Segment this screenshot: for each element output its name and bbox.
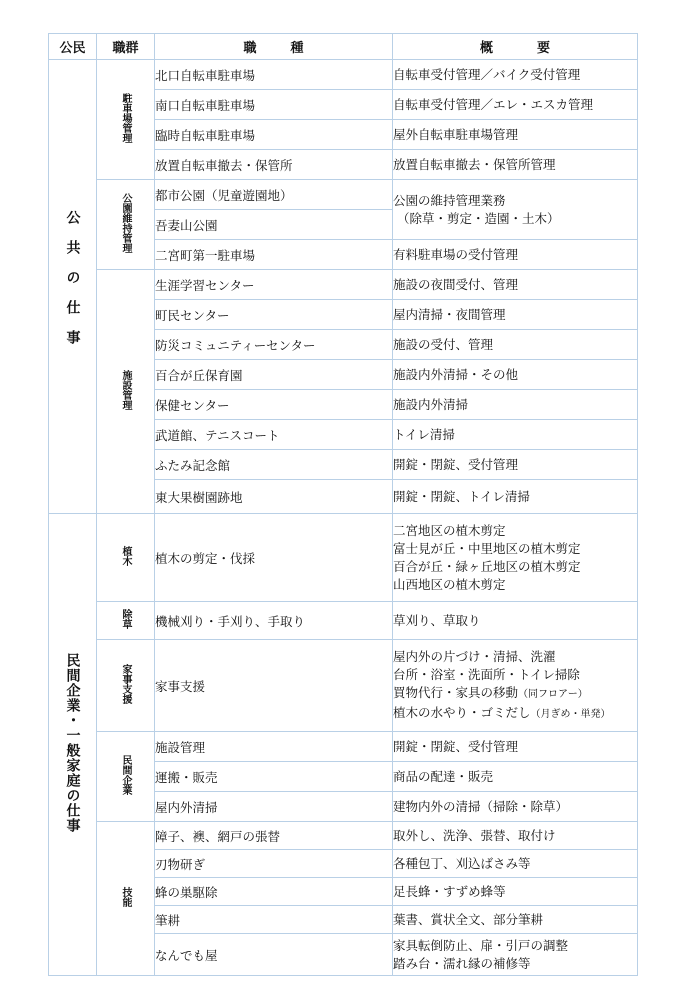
note-same-floor: （同フロアー） (518, 688, 588, 700)
summary-cell: 建物内外の清掃（掃除・除草） (393, 792, 638, 822)
job-cell: 運搬・販売 (155, 762, 393, 792)
job-cell: 蜂の巣駆除 (155, 878, 393, 906)
header-shokushu: 職種 (155, 34, 393, 60)
group-park: 公園維持管理 (97, 180, 155, 270)
summary-cell: 屋内清掃・夜間管理 (393, 300, 638, 330)
section-private: 民間企業・一般家庭の仕事 (49, 514, 97, 976)
summary-cell: 商品の配達・販売 (393, 762, 638, 792)
section-public: 公共の仕事 (49, 60, 97, 514)
summary-cell: 公園の維持管理業務 （除草・剪定・造園・土木） (393, 180, 638, 240)
job-cell: 機械刈り・手刈り、手取り (155, 602, 393, 640)
job-cell: 植木の剪定・伐採 (155, 514, 393, 602)
header-kouminn: 公民 (49, 34, 97, 60)
summary-cell: 各種包丁、刈込ばさみ等 (393, 850, 638, 878)
job-cell: 臨時自転車駐車場 (155, 120, 393, 150)
job-cell: ふたみ記念館 (155, 450, 393, 480)
group-ueki: 植木 (97, 514, 155, 602)
job-cell: 防災コミュニティーセンター (155, 330, 393, 360)
summary-cell: 自転車受付管理／バイク受付管理 (393, 60, 638, 90)
job-cell: 筆耕 (155, 906, 393, 934)
header-shokugun: 職群 (97, 34, 155, 60)
summary-cell: 開錠・閉錠、受付管理 (393, 732, 638, 762)
summary-cell: 施設内外清掃 (393, 390, 638, 420)
summary-cell: トイレ清掃 (393, 420, 638, 450)
summary-cell: 自転車受付管理／エレ・エスカ管理 (393, 90, 638, 120)
summary-cell: 開錠・閉錠、トイレ清掃 (393, 480, 638, 514)
summary-cell: 放置自転車撤去・保管所管理 (393, 150, 638, 180)
summary-cell: 有料駐車場の受付管理 (393, 240, 638, 270)
summary-cell: 二宮地区の植木剪定 富士見が丘・中里地区の植木剪定 百合が丘・緑ヶ丘地区の植木剪定 山西地区の植木剪定 (393, 514, 638, 602)
job-cell: 北口自転車駐車場 (155, 60, 393, 90)
job-cell: 保健センター (155, 390, 393, 420)
job-cell: 吾妻山公園 (155, 210, 393, 240)
summary-cell: 足長蜂・すずめ蜂等 (393, 878, 638, 906)
group-parking: 駐車場管理 (97, 60, 155, 180)
summary-cell: 葉書、賞状全文、部分筆耕 (393, 906, 638, 934)
table-row (49, 270, 638, 300)
job-cell: 百合が丘保育園 (155, 360, 393, 390)
table-row (49, 822, 638, 850)
group-kaji: 家事支援 (97, 640, 155, 732)
group-facility: 施設管理 (97, 270, 155, 514)
note-monthly: （月ぎめ・単発） (530, 708, 611, 720)
job-cell: 町民センター (155, 300, 393, 330)
table-row (49, 732, 638, 762)
summary-cell: 開錠・閉錠、受付管理 (393, 450, 638, 480)
job-cell: 放置自転車撤去・保管所 (155, 150, 393, 180)
table-row (49, 180, 638, 210)
job-cell: 刃物研ぎ (155, 850, 393, 878)
job-cell: 障子、襖、網戸の張替 (155, 822, 393, 850)
summary-cell: 草刈り、草取り (393, 602, 638, 640)
summary-cell: 施設内外清掃・その他 (393, 360, 638, 390)
table-row (49, 602, 638, 640)
summary-cell: 家具転倒防止、扉・引戸の調整 踏み台・濡れ縁の補修等 (393, 934, 638, 976)
table-row (49, 60, 638, 90)
job-cell: 武道館、テニスコート (155, 420, 393, 450)
table-row (49, 514, 638, 602)
job-cell: 東大果樹園跡地 (155, 480, 393, 514)
group-josou: 除草 (97, 602, 155, 640)
header-gaiyou: 概要 (393, 34, 638, 60)
group-minkan: 民間企業 (97, 732, 155, 822)
job-cell: 二宮町第一駐車場 (155, 240, 393, 270)
summary-cell: 屋内外の片づけ・清掃、洗濯 台所・浴室・洗面所・トイレ掃除 買物代行・家具の移動（同フロアー） 植木の水やり・ゴミだし（月ぎめ・単発） (393, 640, 638, 732)
summary-cell: 取外し、洗浄、張替、取付け (393, 822, 638, 850)
job-table (48, 33, 638, 976)
summary-cell: 施設の夜間受付、管理 (393, 270, 638, 300)
job-cell: 都市公園（児童遊園地） (155, 180, 393, 210)
job-cell: 施設管理 (155, 732, 393, 762)
job-cell: 屋内外清掃 (155, 792, 393, 822)
job-cell: なんでも屋 (155, 934, 393, 976)
group-ginou: 技能 (97, 822, 155, 976)
summary-cell: 屋外自転車駐車場管理 (393, 120, 638, 150)
job-cell: 家事支援 (155, 640, 393, 732)
table-row (49, 640, 638, 732)
job-cell: 生涯学習センター (155, 270, 393, 300)
header-row (49, 34, 638, 60)
summary-cell: 施設の受付、管理 (393, 330, 638, 360)
job-cell: 南口自転車駐車場 (155, 90, 393, 120)
